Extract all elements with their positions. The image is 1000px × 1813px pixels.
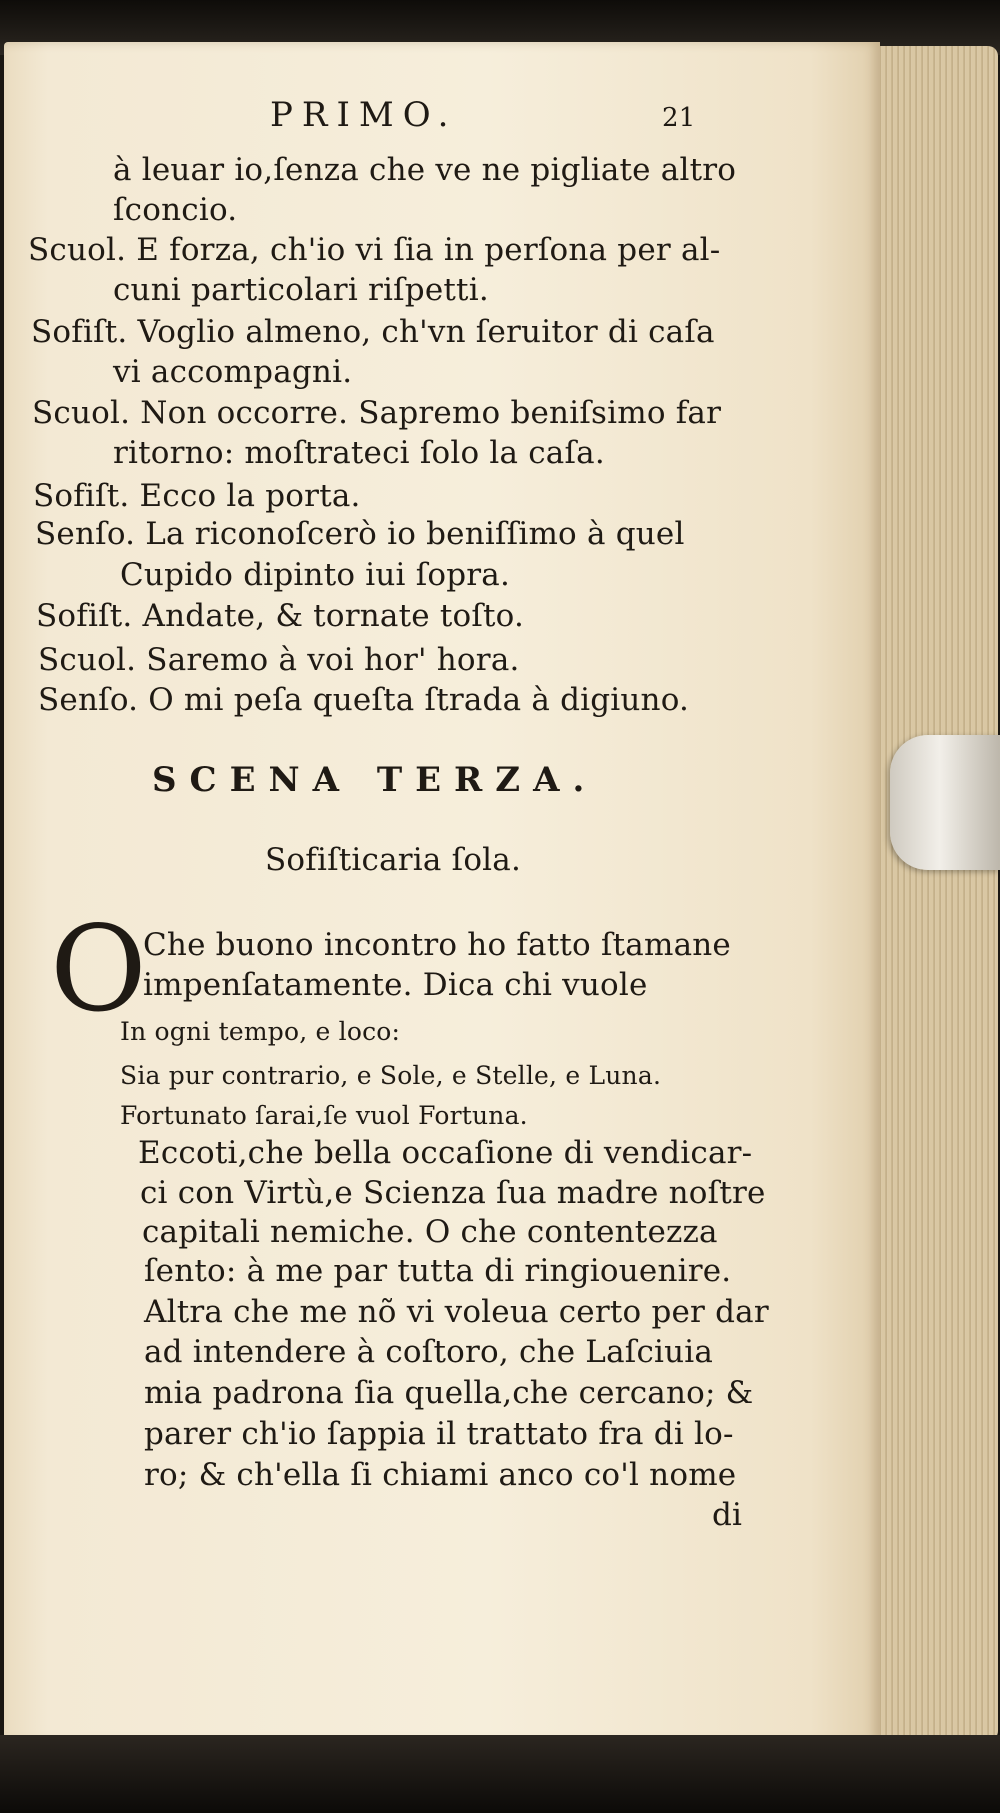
dialogue-line: à leuar io,ſenza che ve ne pigliate altro bbox=[113, 152, 737, 188]
dialogue-line: vi accompagni. bbox=[113, 354, 353, 390]
page-edges bbox=[870, 46, 998, 1741]
catchword: di bbox=[712, 1497, 743, 1533]
verse-line: In ogni tempo, e loco: bbox=[120, 1017, 401, 1046]
monologue-line: Che buono incontro ho fatto ſtamane bbox=[143, 927, 731, 963]
speaker-label: Sofiſt. bbox=[33, 478, 130, 514]
verse-line: Fortunato ſarai,ſe vuol Fortuna. bbox=[120, 1101, 528, 1130]
speaker-label: Senſo. bbox=[38, 682, 139, 718]
clip-holder bbox=[890, 735, 1000, 870]
dialogue-line: cuni particolari riſpetti. bbox=[113, 272, 489, 308]
dialogue-line: Senſo. La riconoſcerò io beniſſimo à quel bbox=[35, 516, 685, 552]
monologue-line: ſento: à me par tutta di ringiouenire. bbox=[144, 1253, 732, 1289]
speaker-label: Scuol. bbox=[28, 232, 127, 268]
monologue-line: Eccoti,che bella occaſione di vendicar- bbox=[138, 1135, 753, 1171]
monologue-line: impenſatamente. Dica chi vuole bbox=[143, 967, 648, 1003]
dialogue-line: Cupido dipinto iui ſopra. bbox=[120, 557, 511, 593]
bottom-shadow bbox=[0, 1735, 1000, 1813]
running-header: PRIMO. bbox=[270, 95, 458, 135]
monologue-line: ro; & ch'ella ſi chiami anco co'l nome bbox=[144, 1457, 737, 1493]
monologue-line: parer ch'io ſappia il trattato fra di lo- bbox=[144, 1416, 734, 1452]
dialogue-line: Sofiſt. Voglio almeno, ch'vn ſeruitor di caſa bbox=[31, 314, 715, 350]
speaker-label: Scuol. bbox=[38, 642, 137, 678]
speaker-label: Scuol. bbox=[32, 395, 131, 431]
page-number: 21 bbox=[662, 103, 696, 133]
monologue-line: mia padrona ſia quella,che cercano; & bbox=[144, 1375, 754, 1411]
speaker-label: Senſo. bbox=[35, 516, 136, 552]
monologue-line: capitali nemiche. O che contentezza bbox=[142, 1214, 718, 1250]
drop-cap: O bbox=[50, 900, 147, 1038]
dialogue-line: Sofiſt. Ecco la porta. bbox=[33, 478, 361, 514]
monologue-line: ci con Virtù,e Scienza ſua madre noſtre bbox=[140, 1175, 766, 1211]
scene-heading: SCENA TERZA. bbox=[152, 760, 598, 800]
dialogue-line: Senſo. O mi peſa queſta ſtrada à digiuno. bbox=[38, 682, 690, 718]
dialogue-line: Scuol. Saremo à voi hor' hora. bbox=[38, 642, 520, 678]
speaker-label: Sofiſt. bbox=[36, 598, 133, 634]
dialogue-line: Scuol. E forza, ch'io vi ſia in perſona per al- bbox=[28, 232, 721, 268]
dialogue-line: ſconcio. bbox=[113, 192, 238, 228]
dialogue-line: Scuol. Non occorre. Sapremo beniſsimo far bbox=[32, 395, 722, 431]
dialogue-line: ritorno: moſtrateci ſolo la caſa. bbox=[113, 435, 605, 471]
verse-line: Sia pur contrario, e Sole, e Stelle, e Luna. bbox=[120, 1061, 662, 1090]
monologue-line: ad intendere à coſtoro, che Laſciuia bbox=[144, 1334, 714, 1370]
speaker-label: Sofiſt. bbox=[31, 314, 128, 350]
monologue-line: Altra che me nõ vi voleua certo per dar bbox=[144, 1294, 769, 1330]
scene-character: Sofiſticaria ſola. bbox=[265, 842, 522, 878]
dialogue-line: Sofiſt. Andate, & tornate toſto. bbox=[36, 598, 525, 634]
